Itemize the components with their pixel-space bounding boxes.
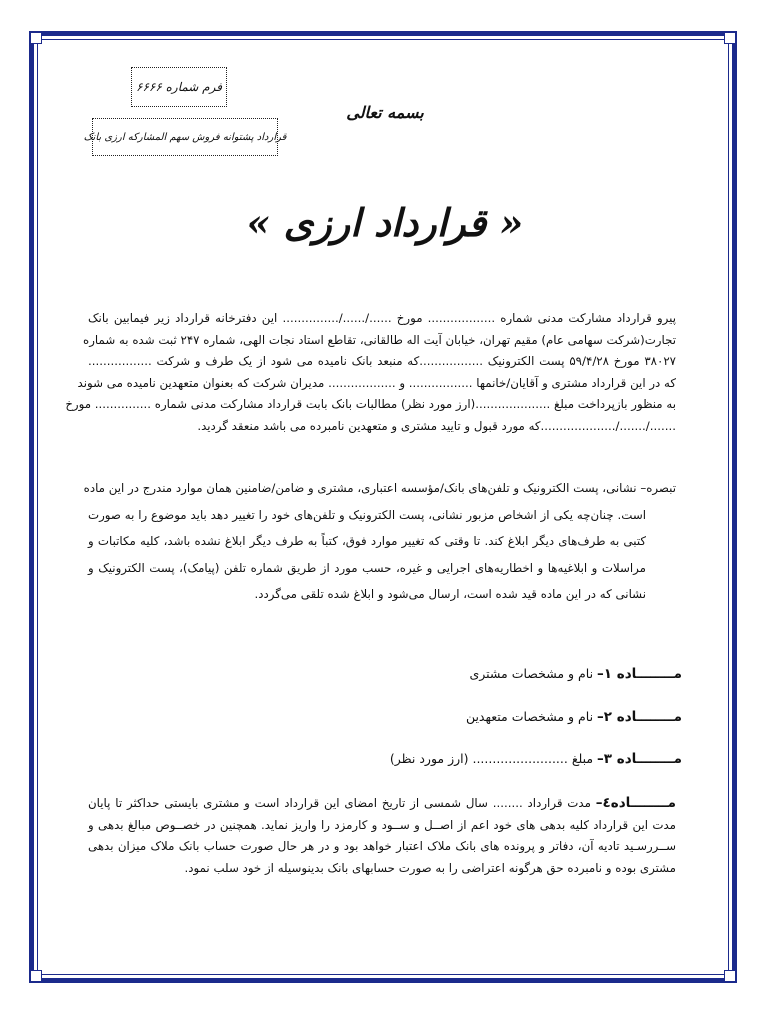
paragraph-line: نشانی که در این ماده قید شده است، ارسال می‌شود و ابلاغ شده تلقی می‌گردد. <box>254 587 646 601</box>
form-number: فرم شماره ۶۶۶۶ <box>136 80 222 94</box>
article-heading: مــــــــاده٤– <box>595 795 676 811</box>
paragraph-line <box>88 793 676 815</box>
paragraph-line: تبصره– نشانی، پست الکترونیک و تلفن‌های بانک/مؤسسه اعتباری، مشتری و ضامن/ضامنین همان موارد مندرج در این ماده <box>83 481 676 495</box>
article-text: نام و مشخصات مشتری <box>469 666 598 681</box>
article-4-paragraph <box>88 793 676 879</box>
article-3 <box>390 751 682 767</box>
article-text: نام و مشخصات متعهدین <box>465 709 598 724</box>
article-1 <box>469 666 682 682</box>
contract-subject: قرارداد پشتوانه فروش سهم المشارکه ارزی بانک <box>83 131 287 143</box>
paragraph-line: ۳۸۰۲۷ مورخ ۵۹/۴/۲۸ پست الکترونیک .................که منبعد بانک نامیده می شود از یک طرف و شرکت ................. <box>88 354 676 368</box>
paragraph-line: مدت این قرارداد کلیه بدهی های خود اعم از اصــل و ســود و کارمزد را واریز نماید. همچنین در خصــوص مبالغ بدهی و <box>88 817 676 832</box>
paragraph-line: تجارت(شرکت سهامی عام) مقیم تهران، خیابان آیت اله طالقانی، تقاطع استاد نجات الهی، شماره ۲۴۷ ثبت شده به شماره <box>83 332 676 347</box>
paragraph-line: است. چنان‌چه یکی از اشخاص مزبور نشانی، پست الکترونیک و تلفن‌های خود را تغییر دهد باید موضوع را به صورت <box>88 507 646 522</box>
article-heading: مــــــــاده ۱– <box>597 666 682 682</box>
page-title: « قرارداد ارزی » <box>246 200 524 245</box>
subject-box <box>83 118 287 156</box>
article-2 <box>466 709 682 725</box>
corner-ornament-br <box>724 970 736 982</box>
paragraph-line: مراسلات و ابلاغیه‌ها و اخطاریه‌های اجرایی و غیره، حسب مورد از طریق شماره تلفن (پیامک)، پست الکترونیک و <box>88 560 646 575</box>
bismillah: بسمه تعالی <box>346 103 424 122</box>
paragraph-line: مشتری بوده و نامبرده حق هرگونه اعتراضی را به صورت حسابهای بانک بدینوسیله از خود سلب نمود. <box>184 860 676 875</box>
article-heading: مــــــــاده ۳– <box>597 751 682 767</box>
article-heading: مــــــــاده ۲– <box>597 709 682 725</box>
corner-ornament-tl <box>30 32 42 44</box>
paragraph-line: ســررسـید تادیه آن، دفاتر و پرونده های بانک ملاک اعتبار خواهد بود و در هر حال صورت حساب بانک ملاک میزان بدهی <box>88 839 676 853</box>
paragraph-line: پیرو قرارداد مشارکت مدنی شماره .................. مورخ ....../....../............... این دفترخانه قرارداد زیر فیمابین بانک <box>88 311 676 325</box>
paragraph-line: که در این قرارداد مشتری و آقایان/خانمها ................. و .................. مدیران شرکت که بعنوان متعهدین نامیده می شوند <box>77 375 676 390</box>
form-number-box <box>131 67 227 107</box>
paragraph-line: کتبی به طرف‌های دیگر ابلاغ کند. تا وقتی که تغییر موارد فوق، کتباً به طرف دیگر ابلاغ نشده باشد، کلیه مکاتبات و <box>88 534 646 548</box>
corner-ornament-bl <box>30 970 42 982</box>
preamble-paragraph <box>65 308 676 437</box>
article-text: مبلغ ........................ (ارز مورد نظر) <box>389 751 598 766</box>
article-text: مدت قرارداد ........ سال شمسی از تاریخ امضای این قرارداد است و مشتری بایستی حداکثر تا پایان <box>88 796 596 810</box>
note-paragraph <box>83 475 676 608</box>
corner-ornament-tr <box>724 32 736 44</box>
paragraph-line: ......./......./....................که مورد قبول و تایید مشتری و متعهدین نامبرده می باشد منعقد گردید. <box>197 418 676 433</box>
paragraph-line: به منظور بازپرداخت مبلغ ....................(ارز مورد نظر) مطالبات بانک بابت قرارداد مشارکت مدنی شماره ............... مورخ <box>65 397 676 411</box>
